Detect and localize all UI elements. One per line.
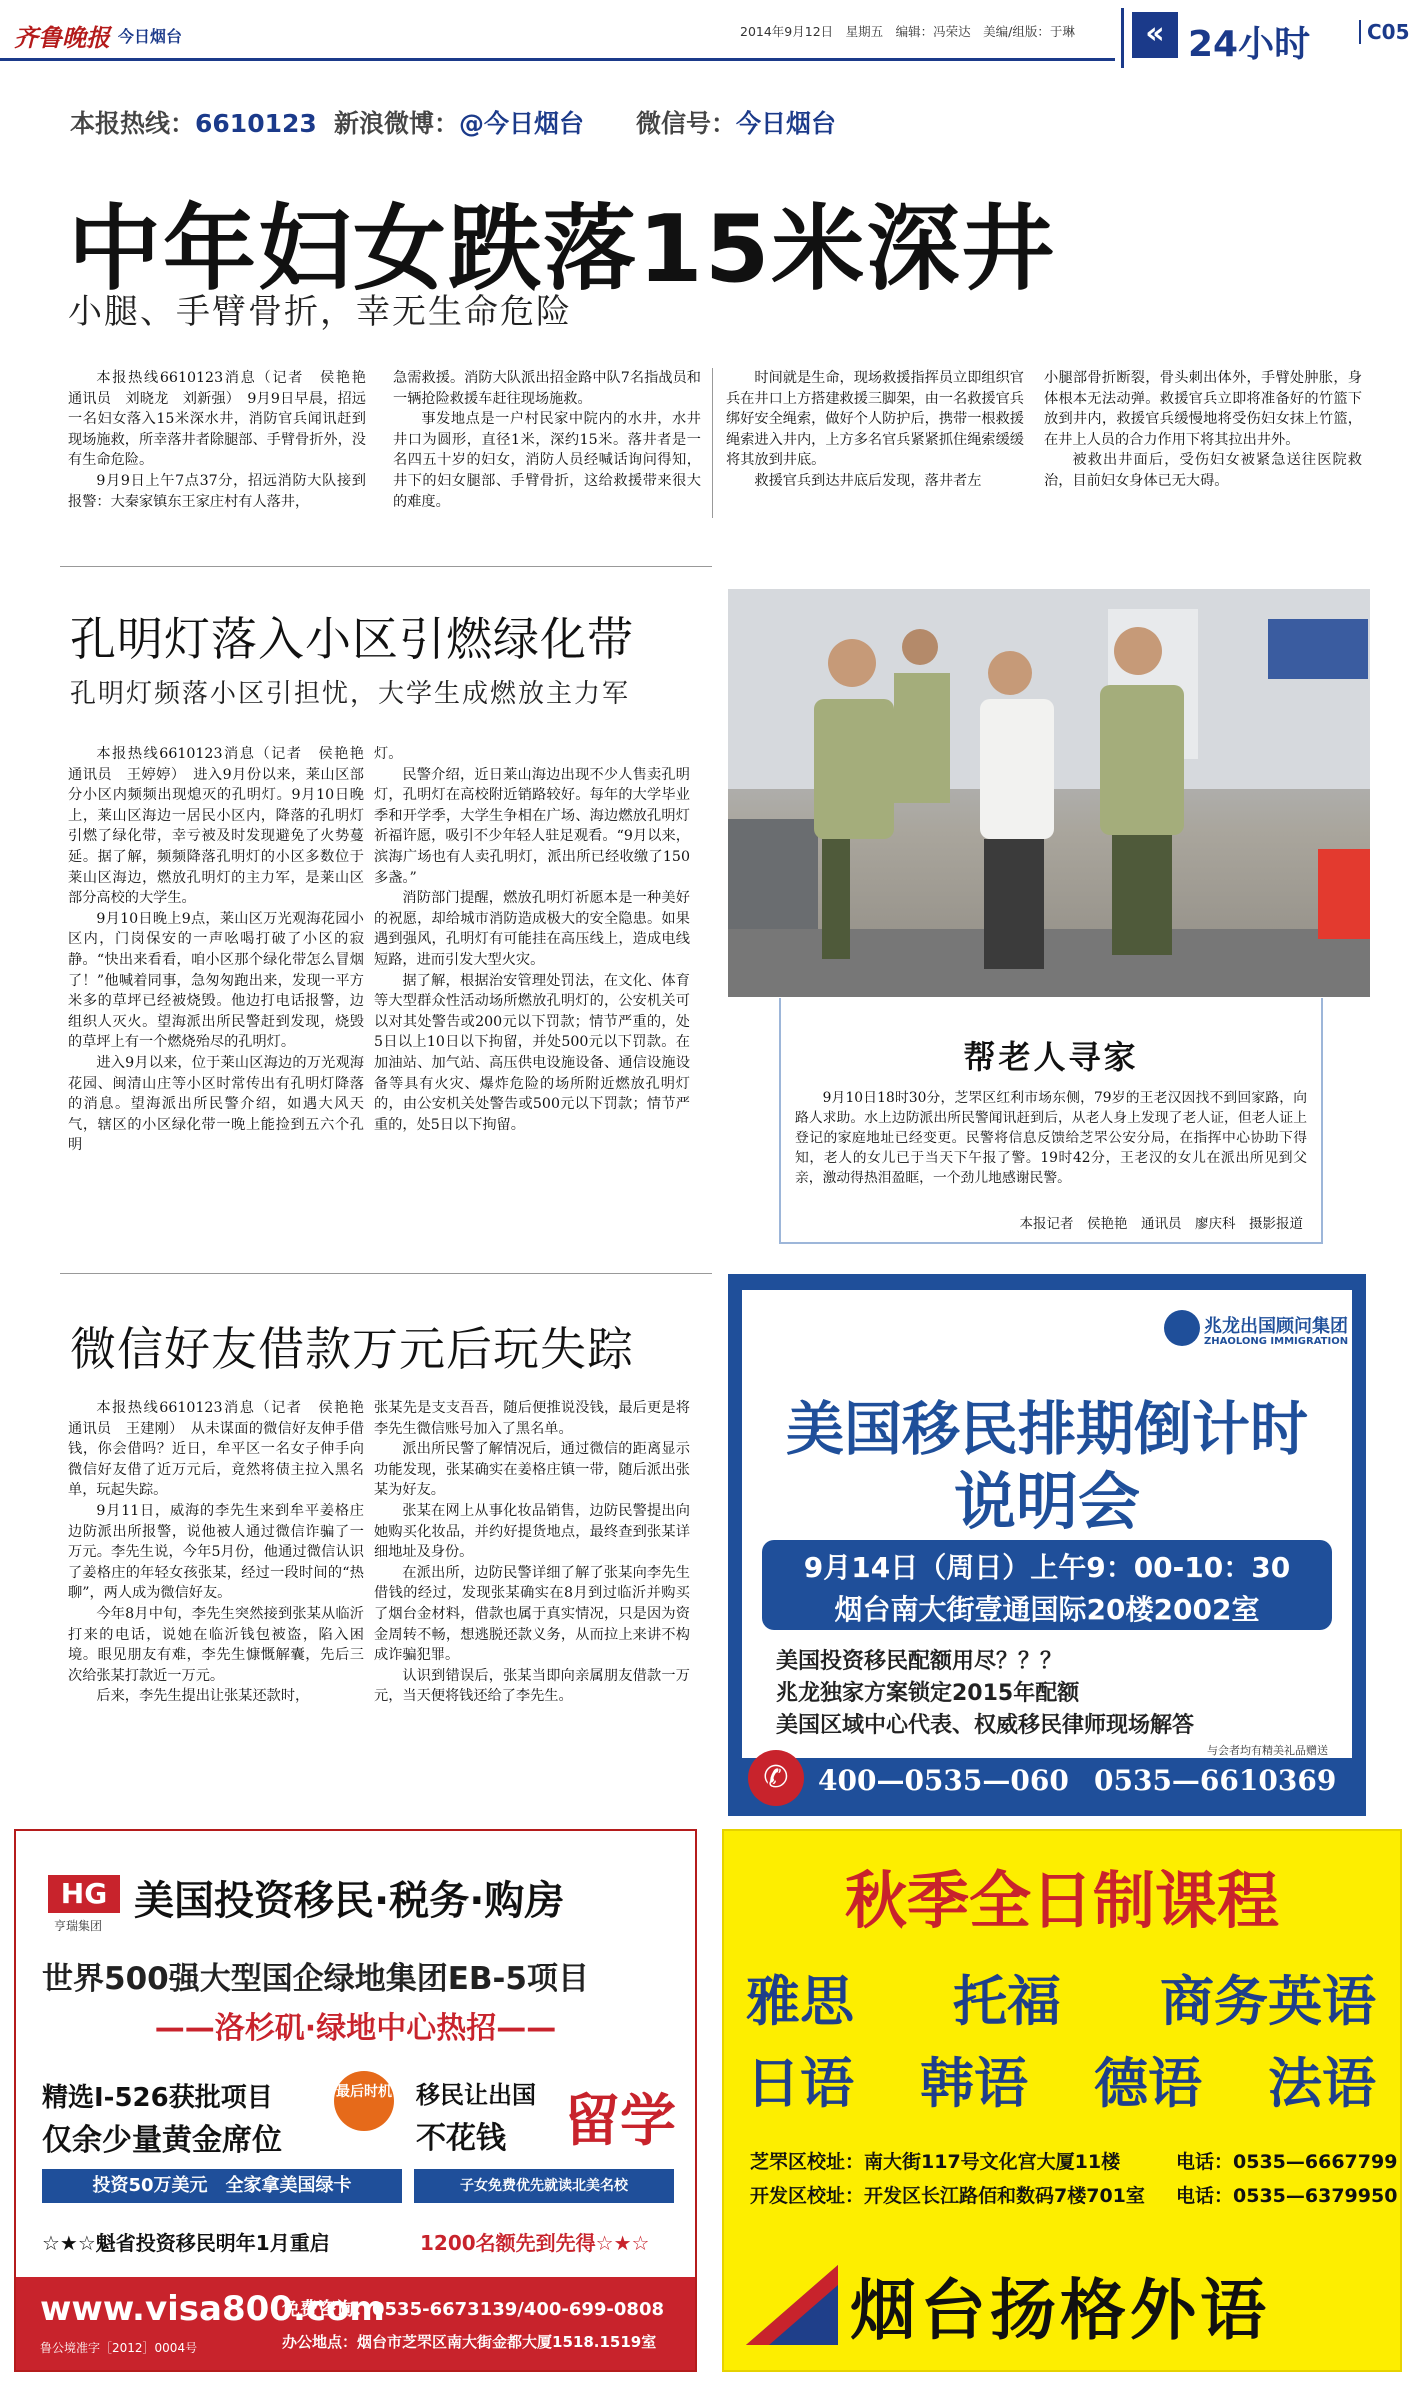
ad3-tel1: 电话：0535—6667799 bbox=[1176, 2151, 1398, 2173]
double-chevron-icon: « bbox=[1132, 12, 1178, 58]
ad1-company-cn: 兆龙出国顾问集团 bbox=[1204, 1316, 1348, 1337]
caption-body: 9月10日18时30分，芝罘区红利市场东侧，79岁的王老汉因找不到回家路，向路人求助。水上边防派出所民警闻讯赶到后，从老人身上发现了老人证，但老人证上登记的家庭地址已经变更。民警将信息反馈给芝罘公安分局，在指挥中心协助下得知，老人的女儿已于当天下午报了警。19时42分，王老汉的女儿在派出所见到父亲，激动得热泪盈眶，一个劲儿地感谢民警。 bbox=[795, 1090, 1307, 1186]
photo-illustration bbox=[728, 589, 1370, 997]
ad2-title: 美国投资移民·税务·购房 bbox=[134, 1878, 565, 1924]
hotline-phone: 本报热线：6610123 bbox=[70, 109, 317, 138]
ad2-blue2: 子女免费优先就读北美名校 bbox=[414, 2169, 674, 2203]
subhead-story1: 小腿、手臂骨折，幸无生命危险 bbox=[68, 292, 572, 332]
ad3-school-name: 烟台扬格外语 bbox=[850, 2272, 1270, 2349]
story1-col2: 急需救援。消防大队派出招金路中队7名指战员和一辆抢险救援车赶往现场施救。 事发地点是一户村民家中院内的水井，水井井口为圆形，直径1米，深约15米。落井者是一名四五十岁的妇女，消防人员经喊话询问得知，井下的妇女腿部、手臂骨折，这给救援带来很大的难度。 bbox=[393, 370, 701, 510]
ad3-row2: 日语 韩语 德语 法语 bbox=[746, 2052, 1376, 2115]
ad2-tel: 免费咨询：0535-6673139/400-699-0808 bbox=[282, 2299, 664, 2320]
headline-story2: 孔明灯落入小区引燃绿化带 bbox=[70, 612, 634, 666]
ad1-line2: 兆龙独家方案锁定2015年配额 bbox=[776, 1681, 1080, 1706]
ad1-gift: 与会者均有精美礼品赠送 bbox=[1207, 1744, 1328, 1757]
issue-meta: 2014年9月12日 星期五 编辑：冯荣达 美编/组版：于琳 bbox=[740, 24, 1075, 39]
ad3-addr2: 开发区校址：开发区长江路佰和数码7楼701室 bbox=[750, 2185, 1145, 2207]
ad1-tel1: 400—0535—060 bbox=[818, 1764, 1069, 1797]
ad2-addr: 办公地点：烟台市芝罘区南大街金都大厦1518.1519室 bbox=[282, 2333, 657, 2351]
story1-col4: 小腿部骨折断裂，骨头刺出体外，手臂处肿胀，身体根本无法动弹。救援官兵立即将准备好的竹篮下放到井内，救援官兵缓慢地将受伤妇女抹上竹篮，在井上人员的合力作用下将其拉出井外。 被救出井面后，受伤妇女被紧急送往医院救治，目前妇女身体已无大碍。 bbox=[1044, 370, 1362, 489]
ad3-tel2: 电话：0535—6379950 bbox=[1176, 2185, 1398, 2207]
phone-icon: ✆ bbox=[748, 1750, 804, 1806]
ad1-subtitle: 说明会 bbox=[953, 1465, 1140, 1538]
news-photo bbox=[728, 589, 1370, 997]
hotline-weibo: 新浪微博：@今日烟台 bbox=[334, 109, 585, 138]
hotline-wechat: 微信号：今日烟台 bbox=[636, 109, 837, 138]
caption-credit: 本报记者 侯艳艳 通讯员 廖庆科 摄影报道 bbox=[1019, 1216, 1303, 1232]
ad1-date: 9月14日（周日）上午9：00-10：30 bbox=[803, 1551, 1291, 1584]
caption-title: 帮老人寻家 bbox=[963, 1038, 1139, 1076]
ad1-place: 烟台南大街壹通国际20楼2002室 bbox=[834, 1593, 1260, 1626]
ad2-right2: 不花钱 bbox=[416, 2121, 506, 2156]
ad1-title: 美国移民排期倒计时 bbox=[785, 1395, 1308, 1463]
newspaper-brand: 齐鲁晚报 bbox=[14, 23, 110, 52]
ad-hg-investment bbox=[14, 1829, 697, 2372]
story2-col1: 本报热线6610123消息（记者 侯艳艳 通讯员 王婷婷） 进入9月份以来，莱山区部分小区内频频出现熄灭的孔明灯。9月10日晚上，莱山区海边一居民小区内，降落的孔明灯引燃了绿化带，幸亏被及时发现避免了火势蔓延。据了解，频频降落孔明灯的小区多数位于莱山区海边，燃放孔明灯的主力军，是莱山区部分高校的大学生。 9月10日晚上9点，莱山区万光观海花园小区内，门岗保安的一声吆喝打破了小区的寂静。“快出来看看，咱小区那个绿化带怎么冒烟了！”他喊着同事，急匆匆跑出来，发现一平方米多的草坪已经被烧毁。他边打电话报警，边组织人灭火。望海派出所民警赶到发现，烧毁的草坪上有一个燃烧殆尽的孔明灯。 进入9月以来，位于莱山区海边的万光观海花园、闽清山庄等小区时常传出有孔明灯降落的消息。望海派出所民警介绍，如遇大风天气，辖区的小区绿化带一晚上能捡到五六个孔明 bbox=[68, 746, 379, 1154]
story3-col1: 本报热线6610123消息（记者 侯艳艳 通讯员 王建刚） 从未谋面的微信好友伸手借钱，你会借吗？近日，牟平区一名女子伸手向微信好友借了近万元后，竟然将债主拉入黑名单，玩起失踪。 9月11日，威海的李先生来到牟平姜格庄边防派出所报警，说他被人通过微信诈骗了一万元。李先生说，今年5月份，他通过微信认识了姜格庄的年轻女孩张某，经过一段时间的“热聊”，两人成为微信好友。 今年8月中旬，李先生突然接到张某从临沂打来的电话，说她在临沂钱包被盗，陷入困境。眼见朋友有难，李先生慷慨解囊，先后三次给张某打款近一万元。 后来，李先生提出让张某还款时， bbox=[68, 1400, 379, 1705]
ad2-web[interactable]: www.visa800.com bbox=[40, 2289, 385, 2329]
section-tag-label: 24小时 bbox=[1188, 24, 1311, 65]
ad2-right1: 移民让出国 bbox=[416, 2081, 536, 2109]
photo-caption-box bbox=[779, 998, 1323, 1244]
story2-col2: 灯。 民警介绍，近日莱山海边出现不少人售卖孔明灯，孔明灯在高校附近销路较好。每年的大学毕业季和开学季，大学生争相在广场、海边燃放孔明灯祈福许愿，吸引不少年轻人驻足观看。“9月以来，滨海广场也有人卖孔明灯，派出所已经收缴了150多盏。” 消防部门提醒，燃放孔明灯祈愿本是一种美好的祝愿，却给城市消防造成极大的安全隐患。如果遇到强风，孔明灯有可能挂在高压线上，造成电线短路，进而引发大型火灾。 据了解，根据治安管理处罚法，在文化、体育等大型群众性活动场所燃放孔明灯的，公安机关可以对其处警告或200元以下罚款；情节严重的，处5日以上10日以下拘留，并处500元以下罚款。在加油站、加气站、高压供电设施设备、通信设施设备等具有火灾、爆炸危险的场所附近燃放孔明灯的，由公安机关处警告或500元以下罚款；情节严重的，处5日以下拘留。 bbox=[374, 746, 690, 1133]
ad3-title: 秋季全日制课程 bbox=[844, 1864, 1279, 1937]
ad2-right3: 留学 bbox=[564, 2089, 676, 2154]
story1-col1: 本报热线6610123消息（记者 侯艳艳 通讯员 刘晓龙 刘新强） 9月9日早晨，招远一名妇女落入15米深水井，消防官兵闻讯赶到现场施救，所幸落井者除腿部、手臂骨折外，没有生命危险。 9月9日上午7点37分，招远消防大队接到报警：大秦家镇东王家庄村有人落井， bbox=[68, 370, 381, 510]
ad2-logo: HG bbox=[48, 1875, 120, 1913]
ad-immigration bbox=[728, 1274, 1366, 1816]
ad1-line1: 美国投资移民配额用尽？？？ bbox=[776, 1649, 1063, 1674]
story1-col3: 时间就是生命，现场救援指挥员立即组织官兵在井口上方搭建救援三脚架，由一名救援官兵绑好安全绳索，做好个人防护后，携带一根救援绳索进入井内，上方多名官兵紧紧抓住绳索缓缓将其放到井底。 救援官兵到达井底后发现，落井者左 bbox=[726, 370, 1024, 489]
section-name: 今日烟台 bbox=[118, 27, 183, 46]
ad2-left1: 精选I-526获批项目 bbox=[42, 2083, 273, 2113]
header-rule bbox=[0, 58, 1115, 61]
ad1-line3: 美国区域中心代表、权威移民律师现场解答 bbox=[776, 1713, 1195, 1738]
headline-story3: 微信好友借款万元后玩失踪 bbox=[70, 1322, 634, 1376]
ad2-logo-sub: 亨瑞集团 bbox=[54, 1919, 103, 1933]
ad1-tel2: 0535—6610369 bbox=[1094, 1764, 1337, 1797]
ad2-left2: 仅余少量黄金席位 bbox=[42, 2123, 282, 2158]
ad2-line1: 世界500强大型国企绿地集团EB-5项目 bbox=[42, 1961, 589, 1997]
story3-col2: 张某先是支支吾吾，随后便推说没钱，最后更是将李先生微信账号加入了黑名单。 派出所民警了解情况后，通过微信的距离显示功能发现，张某确实在姜格庄镇一带，随后派出张某为好友。 张某在网上从事化妆品销售，边防民警提出向她购买化妆品，并约好提货地点，最终查到张某详细地址及身份。 在派出所，边防民警详细了解了张某向李先生借钱的经过，发现张某确实在8月到过临沂并购买了烟台金材料，借款也属于真实情况，只是因为资金周转不畅，想逃脱还款义务，从而拉上来讲不构成诈骗犯罪。 认识到错误后，张某当即向亲属朋友借款一万元，当天便将钱还给了李先生。 bbox=[374, 1400, 690, 1705]
ad-language-school bbox=[722, 1829, 1402, 2372]
section-divider bbox=[60, 566, 712, 567]
ad2-blue1: 投资50万美元 全家拿美国绿卡 bbox=[42, 2169, 402, 2203]
ad3-addr1: 芝罘区校址：南大街117号文化宫大厦11楼 bbox=[750, 2151, 1121, 2173]
eagle-logo-icon bbox=[1164, 1310, 1200, 1346]
ad1-company-en: ZHAOLONG IMMIGRATION bbox=[1204, 1336, 1349, 1347]
ad2-banner: ☆★☆魁省投资移民明年1月重启 bbox=[42, 2231, 330, 2255]
headline-story1: 中年妇女跌落15米深井 bbox=[68, 195, 1057, 303]
ad2-badge: 最后时机 bbox=[334, 2071, 394, 2131]
page-number: C05 bbox=[1359, 20, 1410, 44]
section-tag bbox=[1121, 8, 1353, 68]
section-divider bbox=[60, 1273, 712, 1274]
ad2-license: 鲁公境准字［2012］0004号 bbox=[40, 2341, 198, 2355]
ad3-row1: 雅思 托福 商务英语 bbox=[746, 1970, 1376, 2033]
ad2-line2: ——洛杉矶·绿地中心热招—— bbox=[154, 2011, 557, 2046]
column-divider bbox=[712, 368, 713, 518]
subhead-story2: 孔明灯频落小区引担忧，大学生成燃放主力军 bbox=[70, 679, 631, 709]
ad2-banner2: 1200名额先到先得☆★☆ bbox=[420, 2231, 650, 2255]
